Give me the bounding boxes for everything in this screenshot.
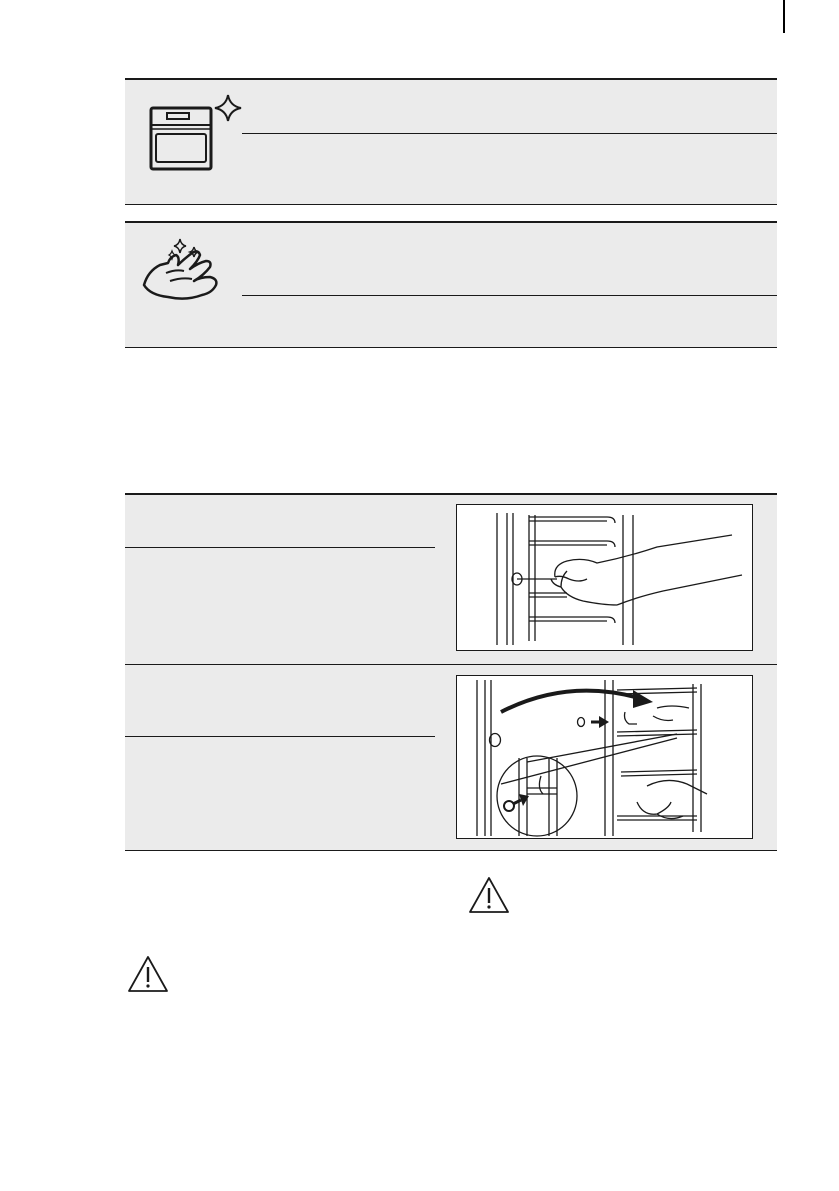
- panel-divider: [242, 295, 777, 296]
- step-2-divider: [125, 736, 435, 737]
- oven-icon: [147, 92, 247, 181]
- step-1-divider: [125, 547, 435, 548]
- edge-marker: [783, 0, 785, 33]
- panel-divider: [242, 133, 777, 134]
- hand-icon: [140, 237, 230, 312]
- shelf-support-panel: [125, 493, 777, 851]
- figure-pull-shelf-support: [456, 504, 753, 651]
- warning-triangle-icon: [126, 954, 170, 999]
- hand-wipe-panel: [125, 221, 777, 348]
- steps-separator: [125, 664, 777, 665]
- figure-remove-shelf-support: [456, 675, 753, 839]
- warning-triangle-icon: [467, 875, 511, 920]
- oven-cleaning-panel: [125, 78, 777, 205]
